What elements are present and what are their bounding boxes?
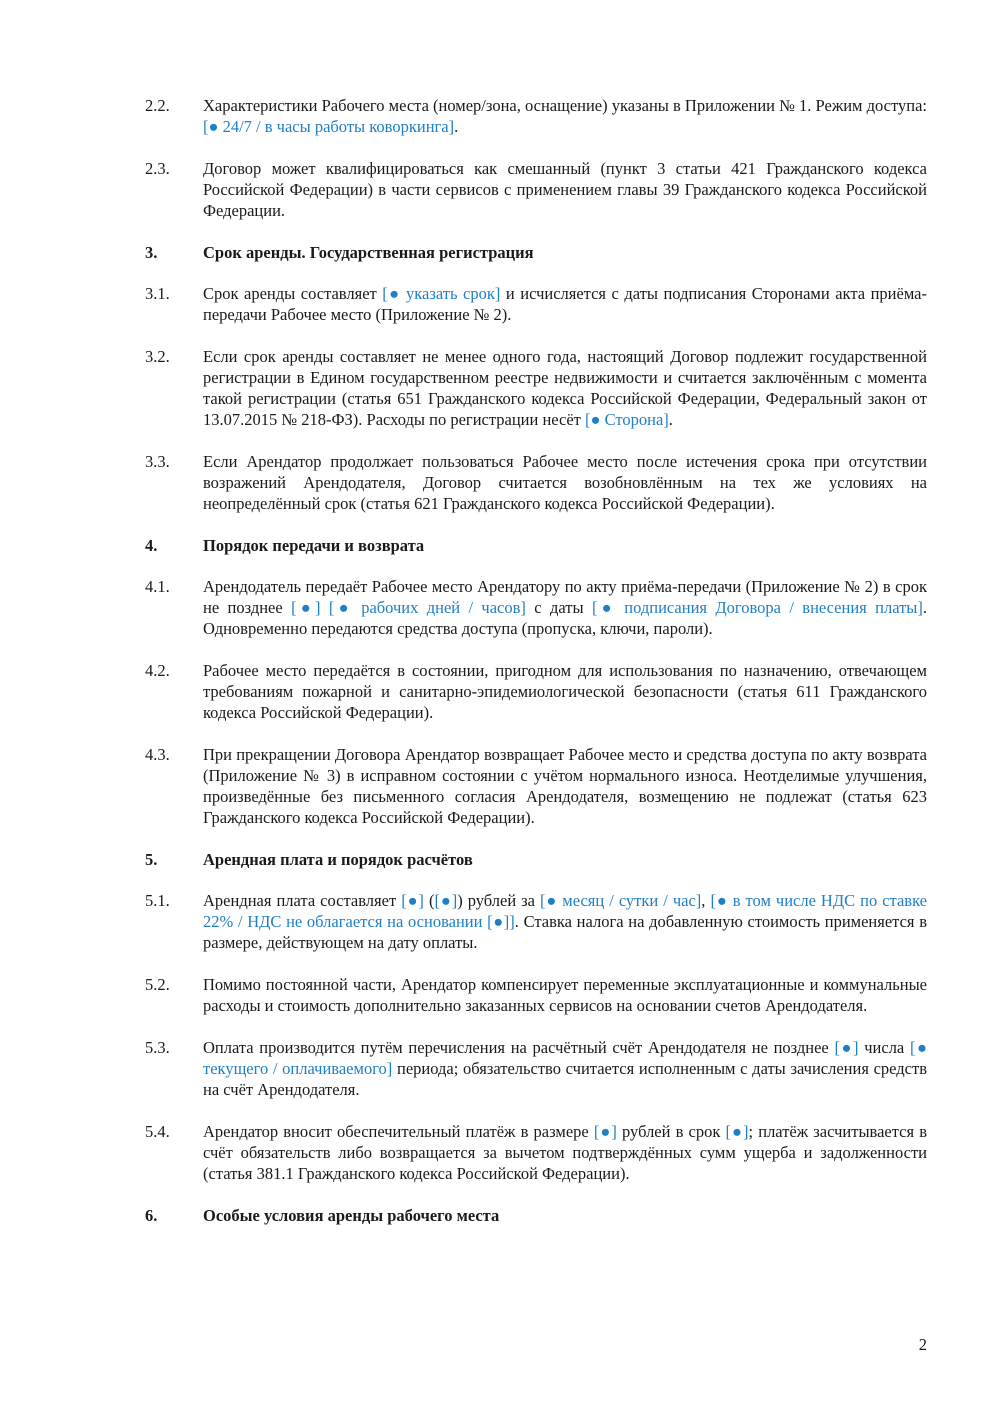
clause-text: [203, 158, 927, 221]
text-segment: . Одновременно передаются средства доступа (пропуска, ключи, пароли).: [203, 598, 928, 638]
clause-text: [203, 95, 927, 137]
placeholder-text: [● рабочих дней / часов]: [328, 598, 526, 617]
text-segment: Помимо постоянной части, Арендатор компенсирует переменные эксплуатационные и коммунальные расходы и стоимость дополнительно заказанных сервисов на основании счетов Арендодателя.: [203, 975, 927, 1015]
clause: [145, 346, 927, 430]
placeholder-text: [●]: [834, 1038, 859, 1057]
placeholder-text: [● в том числе НДС по ставке 22% / НДС не облагается на основании [●]]: [203, 891, 927, 931]
text-segment: Рабочее место передаётся в состоянии, пригодном для использования по назначению, отвечающем требованиям пожарной и санитарно-эпидемиологической безопасности (статья 611 Гражданского кодекса Российской Федерации).: [203, 661, 927, 722]
clause-text: [203, 283, 927, 325]
clause: [145, 451, 927, 514]
text-segment: (: [423, 891, 435, 910]
clause-text: [203, 744, 927, 828]
section-title: Арендная плата и порядок расчётов: [203, 850, 473, 869]
text-segment: Договор может квалифицироваться как смешанный (пункт 3 статьи 421 Гражданского кодекса Российской Федерации) в части сервисов с применением главы 39 Гражданского кодекса Российской Федерации.: [203, 159, 927, 220]
placeholder-text: [● Сторона]: [585, 410, 669, 429]
clause-text: [203, 660, 927, 723]
clause: [145, 158, 927, 221]
clause-number: 4.3.: [145, 745, 170, 764]
clause: [145, 1121, 927, 1184]
clause: [145, 283, 927, 325]
clause-number: 4.2.: [145, 661, 170, 680]
text-segment: рублей в срок: [616, 1122, 726, 1141]
placeholder-text: [● указать срок]: [382, 284, 501, 303]
section-title: Особые условия аренды рабочего места: [203, 1206, 500, 1225]
text-segment: ,: [701, 891, 711, 910]
clause: [145, 744, 927, 828]
text-segment: с даты: [525, 598, 592, 617]
placeholder-text: [● 24/7 / в часы работы коворкинга]: [203, 117, 455, 136]
text-segment: периода; обязательство считается исполненным с даты зачисления средств на счёт Арендодателя.: [203, 1059, 927, 1099]
text-segment: Срок аренды составляет: [203, 284, 383, 303]
text-segment: Арендная плата составляет: [203, 891, 402, 910]
text-segment: .: [668, 410, 673, 429]
page-number: 2: [918, 1335, 927, 1354]
section-number: 6.: [145, 1206, 158, 1225]
clause-number: 3.1.: [145, 284, 170, 303]
clause-number: 2.3.: [145, 159, 170, 178]
section-heading: [145, 535, 927, 556]
clause-text: [203, 890, 927, 953]
section-title: Порядок передачи и возврата: [203, 536, 425, 555]
section-heading: [145, 242, 927, 263]
text-segment: Характеристики Рабочего места (номер/зона, оснащение) указаны в Приложении № 1. Режим доступа:: [203, 96, 927, 115]
clause-text: [203, 451, 927, 514]
clause-number: 5.3.: [145, 1038, 170, 1057]
placeholder-text: [●]: [434, 891, 458, 910]
clause-text: [203, 346, 927, 430]
clause-number: 2.2.: [145, 96, 170, 115]
text-segment: ) рублей за: [457, 891, 541, 910]
clause-number: 4.1.: [145, 577, 170, 596]
text-segment: . Ставка налога на добавленную стоимость применяется в размере, действующем на дату оплаты.: [203, 912, 927, 952]
text-segment: числа: [858, 1038, 910, 1057]
clause: [145, 576, 927, 639]
text-segment: Если срок аренды составляет не менее одного года, настоящий Договор подлежит государственной регистрации в Едином государственном реестре недвижимости и считается заключённым с момента такой регистрации (статья 651 Гражданского кодекса Российской Федерации, Федеральный закон от 13.07.2015 № 218-ФЗ). Расходы по регистрации несёт: [203, 347, 927, 429]
section-number: 4.: [145, 536, 158, 555]
clause: [145, 974, 927, 1016]
clause-text: [203, 974, 927, 1016]
clause-text: [203, 1037, 927, 1100]
text-segment: Арендатор вносит обеспечительный платёж в размере: [203, 1122, 594, 1141]
text-segment: Оплата производится путём перечисления на расчётный счёт Арендодателя не позднее: [203, 1038, 835, 1057]
clause-number: 5.2.: [145, 975, 170, 994]
section-heading: [145, 849, 927, 870]
clause-number: 3.3.: [145, 452, 170, 471]
text-segment: [321, 598, 329, 617]
text-segment: и исчисляется с даты подписания Сторонами акта приёма-передачи Рабочее место (Приложение № 2).: [203, 284, 927, 324]
placeholder-text: [● месяц / сутки / час]: [540, 891, 702, 910]
section-number: 5.: [145, 850, 158, 869]
placeholder-text: [●]: [593, 1122, 617, 1141]
text-segment: Арендодатель передаёт Рабочее место Арендатору по акту приёма-передачи (Приложение № 2) в срок не позднее: [203, 577, 927, 617]
clause: [145, 660, 927, 723]
placeholder-text: [● подписания Договора / внесения платы]: [591, 598, 923, 617]
section-number: 3.: [145, 243, 158, 262]
clause-number: 5.1.: [145, 891, 170, 910]
section-heading: [145, 1205, 927, 1226]
clause: [145, 890, 927, 953]
clause: [145, 1037, 927, 1100]
placeholder-text: [●]: [401, 891, 424, 910]
section-title: Срок аренды. Государственная регистрация: [203, 243, 534, 262]
document-body: [145, 95, 927, 1246]
text-segment: ; платёж засчитывается в счёт обязательств либо возвращается за вычетом подтверждённых сумм ущерба и задолженности (статья 381.1 Гражданского кодекса Российской Федерации).: [203, 1122, 928, 1183]
text-segment: При прекращении Договора Арендатор возвращает Рабочее место и средства доступа по акту возврата (Приложение № 3) в исправном состоянии с учётом нормального износа. Неотделимые улучшения, произведённые без письменного согласия Арендодателя, возмещению не подлежат (статья 623 Гражданского кодекса Российской Федерации).: [203, 745, 927, 827]
text-segment: Если Арендатор продолжает пользоваться Рабочее место после истечения срока при отсутствии возражений Арендодателя, Договор считается возобновлённым на тех же условиях на неопределённый срок (статья 621 Гражданского кодекса Российской Федерации).: [203, 452, 927, 513]
clause: [145, 95, 927, 137]
placeholder-text: [● текущего / оплачиваемого]: [203, 1038, 927, 1078]
clause-text: [203, 576, 927, 639]
text-segment: .: [454, 117, 459, 136]
clause-number: 3.2.: [145, 347, 170, 366]
clause-text: [203, 1121, 927, 1184]
placeholder-text: [●]: [725, 1122, 749, 1141]
placeholder-text: [●]: [291, 598, 321, 617]
clause-number: 5.4.: [145, 1122, 170, 1141]
